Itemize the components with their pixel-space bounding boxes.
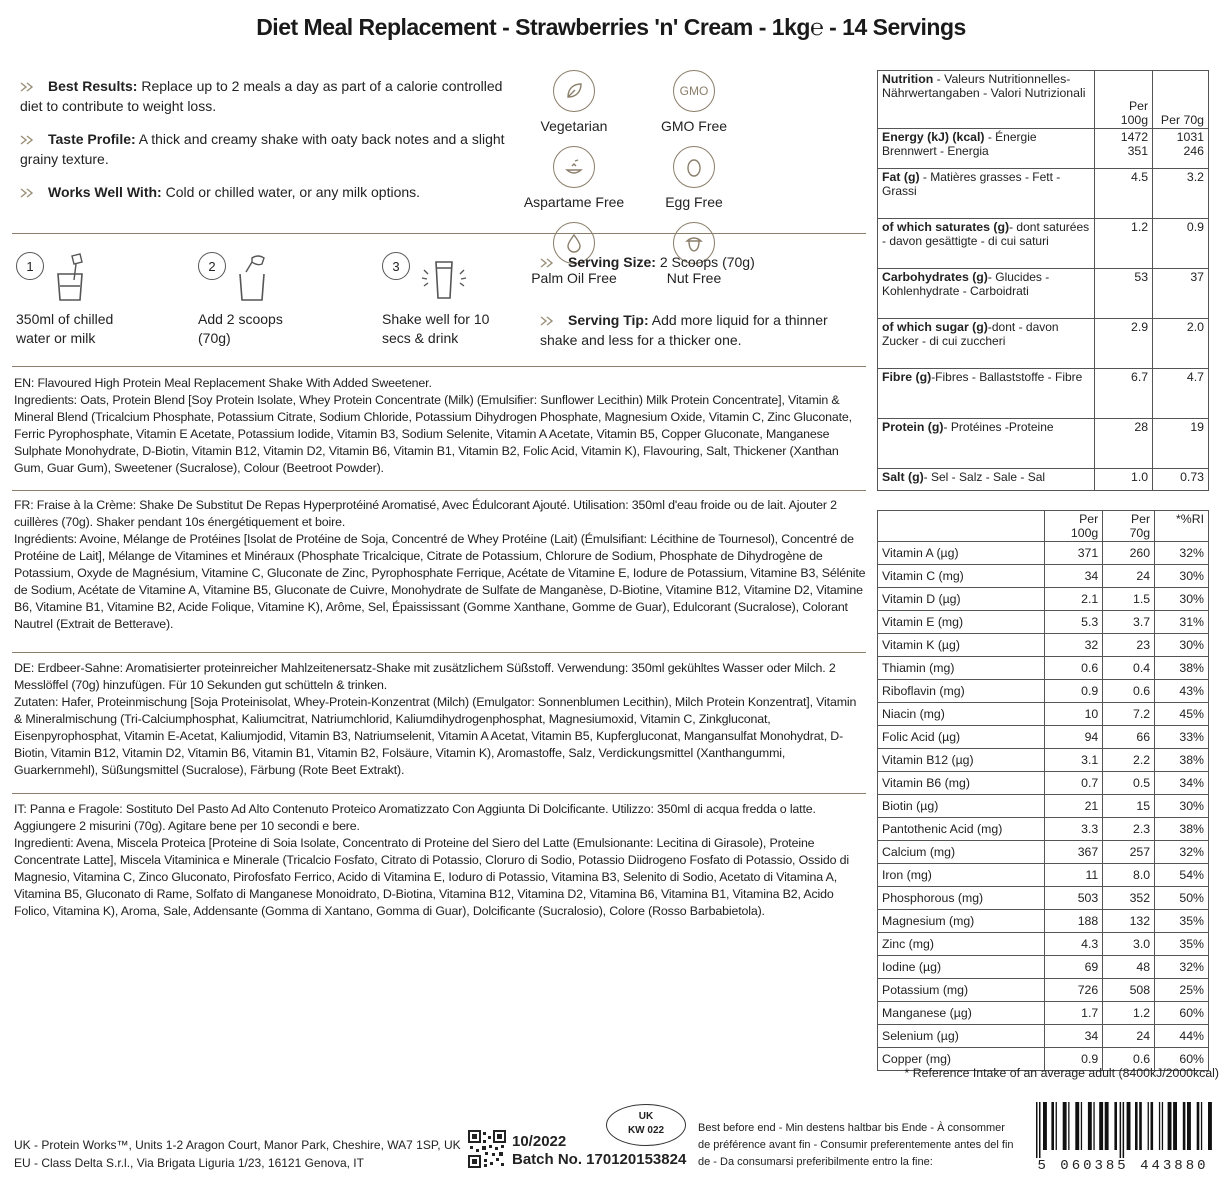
ri-percent: 30%	[1155, 634, 1209, 657]
divider	[12, 652, 866, 653]
per-70g-value: 508	[1103, 979, 1155, 1002]
per-100g-value: 3.1	[1045, 749, 1103, 772]
double-chevron-icon	[540, 316, 560, 326]
vitamin-name: Biotin (µg)	[878, 795, 1045, 818]
vitamin-name: Riboflavin (mg)	[878, 680, 1045, 703]
nutrition-row	[878, 469, 1209, 491]
nutrient-name-cell	[878, 369, 1095, 419]
per-70g-value: 352	[1103, 887, 1155, 910]
per-100g-value: 503	[1045, 887, 1103, 910]
vitamin-row	[878, 795, 1209, 818]
nutrient-translation: -Fibres - Ballaststoffe - Fibre	[931, 370, 1083, 384]
leaf-icon	[553, 70, 595, 112]
ri-percent: 38%	[1155, 749, 1209, 772]
nutrition-row	[878, 319, 1209, 369]
vitamin-row	[878, 1002, 1209, 1025]
per-100g-value: 4.3	[1045, 933, 1103, 956]
per-100g-value: 11	[1045, 864, 1103, 887]
nutrient-name: Energy (kJ) (kcal)	[882, 130, 985, 144]
per-100g-value: 0.6	[1045, 657, 1103, 680]
vitamin-row	[878, 680, 1209, 703]
vitamin-row	[878, 772, 1209, 795]
vitamin-name: Niacin (mg)	[878, 703, 1045, 726]
divider	[12, 233, 866, 234]
per-100g-value: 1.0	[1095, 469, 1153, 491]
ri-percent: 30%	[1155, 565, 1209, 588]
step-2: 2 Add 2 scoops (70g)	[198, 252, 358, 348]
addresses: UK - Protein Works™, Units 1-2 Aragon Court, Manor Park, Cheshire, WA7 1SP, UK EU - Class Delta S.r.l., Via Brigata Liguria 1/23, 16121 Genova, IT	[14, 1138, 461, 1170]
per-100g-value: 367	[1045, 841, 1103, 864]
scoop-glass-icon	[232, 252, 272, 302]
vitamin-name: Vitamin A (µg)	[878, 542, 1045, 565]
nutrient-name-cell	[878, 269, 1095, 319]
vitamin-name: Potassium (mg)	[878, 979, 1045, 1002]
per-70g-value: 1.2	[1103, 1002, 1155, 1025]
vitamin-row	[878, 565, 1209, 588]
nutrient-translation: - Glucides - Kohlenhydrate - Carboidrati	[882, 270, 1050, 298]
ri-percent: 54%	[1155, 864, 1209, 887]
nutrient-translation: - Matières grasses - Fett - Grassi	[882, 170, 1061, 198]
per-100g-value: 2.1	[1045, 588, 1103, 611]
ri-percent: 32%	[1155, 956, 1209, 979]
badge-palm-oil-free: Palm Oil Free	[514, 222, 634, 286]
divider	[12, 793, 866, 794]
per-100g-value: 53	[1095, 269, 1153, 319]
vitamin-header: Per 100g Per 70g *%RI	[878, 511, 1209, 542]
ri-percent: 25%	[1155, 979, 1209, 1002]
shaker-icon	[416, 252, 472, 302]
per-70g-value: 19	[1153, 419, 1209, 469]
nutrition-header: Nutrition - Valeurs Nutritionnelles- Nährwertangaben - Valori Nutrizionali Per 100g Per 70g	[878, 71, 1209, 129]
nutrition-row	[878, 419, 1209, 469]
per-70g-value: 4.7	[1153, 369, 1209, 419]
vitamin-row	[878, 611, 1209, 634]
badge-aspartame-free: Aspartame Free	[514, 146, 634, 210]
nutrient-name: Protein (g)	[882, 420, 944, 434]
nutrient-translation: - Sel - Salz - Sale - Sal	[923, 470, 1046, 484]
per-100g-value: 1.2	[1095, 219, 1153, 269]
per-70g-value: 132	[1103, 910, 1155, 933]
per-70g-value: 37	[1153, 269, 1209, 319]
pour-glass-icon	[50, 252, 90, 302]
nutrient-name-cell	[878, 169, 1095, 219]
vitamin-row	[878, 933, 1209, 956]
per-100g-value: 32	[1045, 634, 1103, 657]
nutrient-name: Fat (g)	[882, 170, 920, 184]
per-70g-value: 257	[1103, 841, 1155, 864]
per-100g-value: 4.5	[1095, 169, 1153, 219]
per-70g-value: 0.9	[1153, 219, 1209, 269]
nutrition-row	[878, 219, 1209, 269]
ri-percent: 33%	[1155, 726, 1209, 749]
per-70g-value: 2.3	[1103, 818, 1155, 841]
barcode-icon	[1034, 1102, 1212, 1158]
per-70g-value: 0.4	[1103, 657, 1155, 680]
nutrient-name: of which sugar (g)	[882, 320, 988, 334]
nutrient-name-cell	[878, 419, 1095, 469]
vitamin-row	[878, 634, 1209, 657]
nutrient-name: Salt (g)	[882, 470, 924, 484]
nutrient-name-cell	[878, 319, 1095, 369]
per-100g-value: 371	[1045, 542, 1103, 565]
per-70g-value: 2.0	[1153, 319, 1209, 369]
vitamin-row	[878, 864, 1209, 887]
per-100g-value: 1472 351	[1095, 129, 1153, 169]
per-100g-value: 21	[1045, 795, 1103, 818]
vitamin-name: Thiamin (mg)	[878, 657, 1045, 680]
ingredients-en: EN: Flavoured High Protein Meal Replacement Shake With Added Sweetener. Ingredients: Oats, Protein Blend [Soy Protein Isolate, Whey Protein Concentrate (Milk) (Emulsifier: Sunflower Lecithin) Milk Protein Concentrate], Vitamin & Mineral Blend (Tricalcium Phosphate, Potassium Citrate, Sodium Chloride, Potassium Dihydrogen Phosphate, Magnesium Oxide, Vitamin C, Zinc Gluconate, Ferric Pyrophosphate, Vitamin E Acetate, Potassium Iodide, Vitamin B3, Sodium Selenite, Vitamin A Acetate, Vitamin B5, Copper Gluconate, Manganese Sulphate Monohydrate, D-Biotin, Vitamin B12, Vitamin D2, Vitamin B6, Vitamin B1, Vitamin B2, Folic Acid, Vitamin K), Flavouring, Salt, Thickener (Xanthan Gum, Guar Gum), Sweetener (Sucralose), Colour (Beetroot Powder).	[14, 376, 852, 475]
ri-percent: 31%	[1155, 611, 1209, 634]
vitamin-name: Selenium (µg)	[878, 1025, 1045, 1048]
ri-percent: 43%	[1155, 680, 1209, 703]
per-70g-value: 48	[1103, 956, 1155, 979]
ri-percent: 45%	[1155, 703, 1209, 726]
sweetener-icon	[553, 146, 595, 188]
vitamin-name: Calcium (mg)	[878, 841, 1045, 864]
per-70g-value: 0.73	[1153, 469, 1209, 491]
step-1: 1 350ml of chilled water or milk	[16, 252, 176, 348]
ingredients-it: IT: Panna e Fragole: Sostituto Del Pasto Ad Alto Contenuto Proteico Aromatizzato Con Aggiunta Di Dolcificante. Utilizzo: 350ml di acqua fredda o latte. Aggiungere 2 misurini (70g). Agitare bene per 10 secondi e bere. Ingredienti: Avena, Miscela Proteica [Proteine di Soia Isolate, Concentrato di Proteine del Siero del Latte (Emulsionante: Lecitina di Girasole), Proteine Concentrate Latte], Miscela Vitaminica e Minerale (Tricalcio Fosfato, Citrato di Potassio, Cloruro di Sodio, Potassio Diidrogeno Fosfato di Potassio, Ossido di Magnesio, Vitamina C, Zinco Gluconato, Pirofosfato Ferrico, Acido di Vitamina E, Ioduro di Potassio, Vitamina B3, Selenito di Sodio, Acetato di Vitamina A, Vitamina B5, Gluconato di Rame, Solfato di Manganese Monoidrato, D-Biotina, Vitamina B12, Vitamina D2, Vitamina B6, Vitamina B1, Vitamina B2, Acido Folico, Vitamina K), Aroma, Sale, Addensante (Gomma di Xantano, Gomma di Guar), Dolcificante (Sucralosio), Colore (Rosso Barbabietola).	[14, 802, 849, 918]
vitamin-table	[877, 510, 1209, 1071]
bullet-best-results: Best Results: Replace up to 2 meals a day as part of a calorie controlled diet to contribute to weight loss.	[20, 78, 503, 114]
vitamin-name: Manganese (µg)	[878, 1002, 1045, 1025]
vitamin-row	[878, 841, 1209, 864]
nutrient-name: Fibre (g)	[882, 370, 932, 384]
per-100g-value: 5.3	[1045, 611, 1103, 634]
per-100g-value: 3.3	[1045, 818, 1103, 841]
vitamin-name: Zinc (mg)	[878, 933, 1045, 956]
per-100g-value: 2.9	[1095, 319, 1153, 369]
nutrition-row	[878, 269, 1209, 319]
vitamin-name: Vitamin B12 (µg)	[878, 749, 1045, 772]
nutrition-table	[877, 70, 1209, 491]
badge-egg-free: Egg Free	[634, 146, 754, 210]
per-100g-value: 34	[1045, 1025, 1103, 1048]
per-70g-value: 15	[1103, 795, 1155, 818]
nutrient-translation: -dont - davon Zucker - di cui zuccheri	[882, 320, 1059, 348]
nutrient-name-cell	[878, 219, 1095, 269]
vitamin-row	[878, 657, 1209, 680]
ingredients-de: DE: Erdbeer-Sahne: Aromatisierter proteinreicher Mahlzeitenersatz-Shake mit zusätzlichem Süßstoff. Verwendung: 350ml gekühltes Wasser oder Milch. 2 Messlöffel (70g) hinzufügen. Für 10 Sekunden gut schütteln & trinken. Zutaten: Hafer, Proteinmischung [Soja Proteinisolat, Whey-Protein-Konzentrat (Milch) (Emulgator: Sonnenblumen Lecithin), Milch Protein Konzentrat], Vitamin & Mineralmischung (Tri-Calciumphosphat, Kaliumcitrat, Natriumchlorid, Kaliumdihydrogenphosphat, Magnesiumoxid, Vitamin C, Zinkgluconat, Eisenpyrophosphat, Vitamin E-Acetat, Kaliumjodid, Vitamin B3, Natriumselenit, Vitamin A Acetat, Vitamin B5, Kupfergluconat, Mangansulfat Monohydrat, D-Biotin, Vitamin B12, Vitamin D2, Vitamin B6, Vitamin B1, Vitamin B2, Folsäure, Vitamin K), Aromastoffe, Salz, Verdickungsmittel (Xanthangummi, Guarkernmehl), Süßungsmittel (Sucralose), Färbung (Rote Beet Extrakt).	[14, 661, 857, 777]
per-70g-value: 260	[1103, 542, 1155, 565]
ri-percent: 38%	[1155, 818, 1209, 841]
vitamin-name: Vitamin D (µg)	[878, 588, 1045, 611]
badge-gmo-free: GMO GMO Free	[634, 70, 754, 134]
vitamin-row	[878, 910, 1209, 933]
vitamin-name: Vitamin K (µg)	[878, 634, 1045, 657]
vitamin-row	[878, 703, 1209, 726]
per-100g-value: 69	[1045, 956, 1103, 979]
nutrient-translation: - Protéines -Proteine	[943, 420, 1054, 434]
vitamin-row	[878, 588, 1209, 611]
ri-percent: 30%	[1155, 588, 1209, 611]
vitamin-name: Iodine (µg)	[878, 956, 1045, 979]
health-mark-oval: UK KW 022	[606, 1104, 686, 1146]
best-before: Best before end - Min destens haltbar bis Ende - À consommer de préférence avant fin - Consumir preferentemente antes del fin de - Da consumarsi preferibilmente entro la fine:	[698, 1122, 1014, 1168]
ri-percent: 32%	[1155, 542, 1209, 565]
per-70g-value: 23	[1103, 634, 1155, 657]
double-chevron-icon	[20, 188, 40, 198]
serving-tip: Serving Tip: Add more liquid for a thinner shake and less for a thicker one.	[540, 312, 828, 348]
ri-percent: 30%	[1155, 795, 1209, 818]
vitamin-row	[878, 542, 1209, 565]
bullet-works-well: Works Well With: Cold or chilled water, or any milk options.	[20, 182, 520, 202]
nutrition-row	[878, 129, 1209, 169]
per-70g-value: 24	[1103, 1025, 1155, 1048]
ri-percent: 34%	[1155, 772, 1209, 795]
per-70g-value: 24	[1103, 565, 1155, 588]
per-70g-value: 0.5	[1103, 772, 1155, 795]
vitamin-name: Folic Acid (µg)	[878, 726, 1045, 749]
vitamin-row	[878, 887, 1209, 910]
per-70g-value: 66	[1103, 726, 1155, 749]
per-70g-value: 3.2	[1153, 169, 1209, 219]
ingredients-fr: FR: Fraise à la Crème: Shake De Substitut De Repas Hyperprotéiné Aromatisé, Avec Édulcorant Ajouté. Utilisation: 350ml d'eau froide ou de lait. Ajouter 2 cuillères (70g). Shaker pendant 10s énergétiquement et boire. Ingrédients: Avoine, Mélange de Protéines [Isolat de Protéine de Soja, Concentré de Whey Protéine (Lait) (Émulsifiant: Lécithine de Tournesol), Concentré de Protéine de Lait], Mélange de Vitamines et Minéraux (Phosphate Tricalcique, Citrate de Potassium, Chlorure de Sodium, Phosphate de Dihydrogène de Potassium, Oxyde de Magnésium, Vitamine C, Gluconate de Zinc, Pyrophosphate Ferrique, Acétate de Vitamine E, Iodure de Potassium, Vitamine B3, Sélénite de Sodium, Acétate de Vitamine A, Vitamine B5, Gluconate de Cuivre, Monohydrate de Sulfate de Manganèse, D-Biotine, Vitamine B12, Vitamine D2, Vitamine B6, Vitamine B1, Vitamine B2, Acide Folique, Vitamine K), Arôme, Sel, Épaississant (Gomme Xanthane, Gomme de Guar), Edulcorant (Sucralose), Colorant Nautrel (Extrait de Betterave).	[14, 498, 866, 631]
vitamin-row	[878, 956, 1209, 979]
vitamin-name: Vitamin B6 (mg)	[878, 772, 1045, 795]
nutrient-name: Carbohydrates (g)	[882, 270, 988, 284]
vitamin-name: Vitamin C (mg)	[878, 565, 1045, 588]
per-100g-value: 0.7	[1045, 772, 1103, 795]
per-70g-value: 3.0	[1103, 933, 1155, 956]
per-70g-value: 3.7	[1103, 611, 1155, 634]
per-100g-value: 34	[1045, 565, 1103, 588]
nutrition-row	[878, 169, 1209, 219]
nutrition-row	[878, 369, 1209, 419]
page-title: Diet Meal Replacement - Strawberries 'n' Cream - 1kg℮ - 14 Servings	[256, 14, 966, 40]
step-3: 3 Shake well for 10 secs & drink	[382, 252, 542, 348]
ri-percent: 44%	[1155, 1025, 1209, 1048]
double-chevron-icon	[540, 258, 560, 268]
per-100g-value: 188	[1045, 910, 1103, 933]
vitamin-name: Vitamin E (mg)	[878, 611, 1045, 634]
per-70g-value: 8.0	[1103, 864, 1155, 887]
badge-nut-free: Nut Free	[634, 222, 754, 286]
divider	[12, 490, 866, 491]
gmo-icon: GMO	[673, 70, 715, 112]
vitamin-name: Magnesium (mg)	[878, 910, 1045, 933]
batch-info: 10/2022 Batch No. 170120153824	[512, 1133, 687, 1168]
serving-size: Serving Size: 2 Scoops (70g)	[540, 252, 860, 272]
double-chevron-icon	[20, 82, 40, 92]
nutrient-name-cell	[878, 129, 1095, 169]
nutrient-name-cell	[878, 469, 1095, 491]
per-100g-value: 6.7	[1095, 369, 1153, 419]
ri-percent: 38%	[1155, 657, 1209, 680]
per-100g-value: 0.9	[1045, 1048, 1103, 1071]
vitamin-row	[878, 749, 1209, 772]
per-100g-value: 0.9	[1045, 680, 1103, 703]
ri-percent: 60%	[1155, 1048, 1209, 1071]
nutrient-name: of which saturates (g)	[882, 220, 1010, 234]
per-70g-value: 2.2	[1103, 749, 1155, 772]
per-70g-value: 1.5	[1103, 588, 1155, 611]
ri-percent: 32%	[1155, 841, 1209, 864]
divider	[12, 366, 866, 367]
per-100g-value: 726	[1045, 979, 1103, 1002]
per-100g-value: 94	[1045, 726, 1103, 749]
bullet-taste-profile: Taste Profile: A thick and creamy shake with oaty back notes and a slight grainy texture.	[20, 131, 505, 167]
vitamin-name: Copper (mg)	[878, 1048, 1045, 1071]
vitamin-row	[878, 818, 1209, 841]
nutrient-translation: - dont saturées - davon gesättigte - di cui saturi	[882, 220, 1090, 248]
nutrient-translation: - Énergie Brennwert - Energia	[882, 130, 1037, 158]
per-100g-value: 1.7	[1045, 1002, 1103, 1025]
qr-code-icon	[468, 1130, 506, 1168]
per-70g-value: 7.2	[1103, 703, 1155, 726]
vitamin-row	[878, 726, 1209, 749]
ri-percent: 35%	[1155, 933, 1209, 956]
per-100g-value: 28	[1095, 419, 1153, 469]
vitamin-name: Phosphorous (mg)	[878, 887, 1045, 910]
vitamin-name: Pantothenic Acid (mg)	[878, 818, 1045, 841]
barcode: 5 060385 443880	[1034, 1102, 1212, 1172]
double-chevron-icon	[20, 135, 40, 145]
egg-icon	[673, 146, 715, 188]
per-70g-value: 0.6	[1103, 680, 1155, 703]
ri-footnote: * Reference Intake of an average adult (8400kJ/2000kcal)	[904, 1066, 1219, 1080]
ri-percent: 60%	[1155, 1002, 1209, 1025]
per-70g-value: 0.6	[1103, 1048, 1155, 1071]
badge-vegetarian: Vegetarian	[514, 70, 634, 134]
ri-percent: 35%	[1155, 910, 1209, 933]
per-70g-value: 1031 246	[1153, 129, 1209, 169]
vitamin-name: Iron (mg)	[878, 864, 1045, 887]
benefits-list	[20, 76, 520, 202]
per-100g-value: 10	[1045, 703, 1103, 726]
vitamin-row	[878, 1025, 1209, 1048]
ri-percent: 50%	[1155, 887, 1209, 910]
vitamin-row	[878, 979, 1209, 1002]
